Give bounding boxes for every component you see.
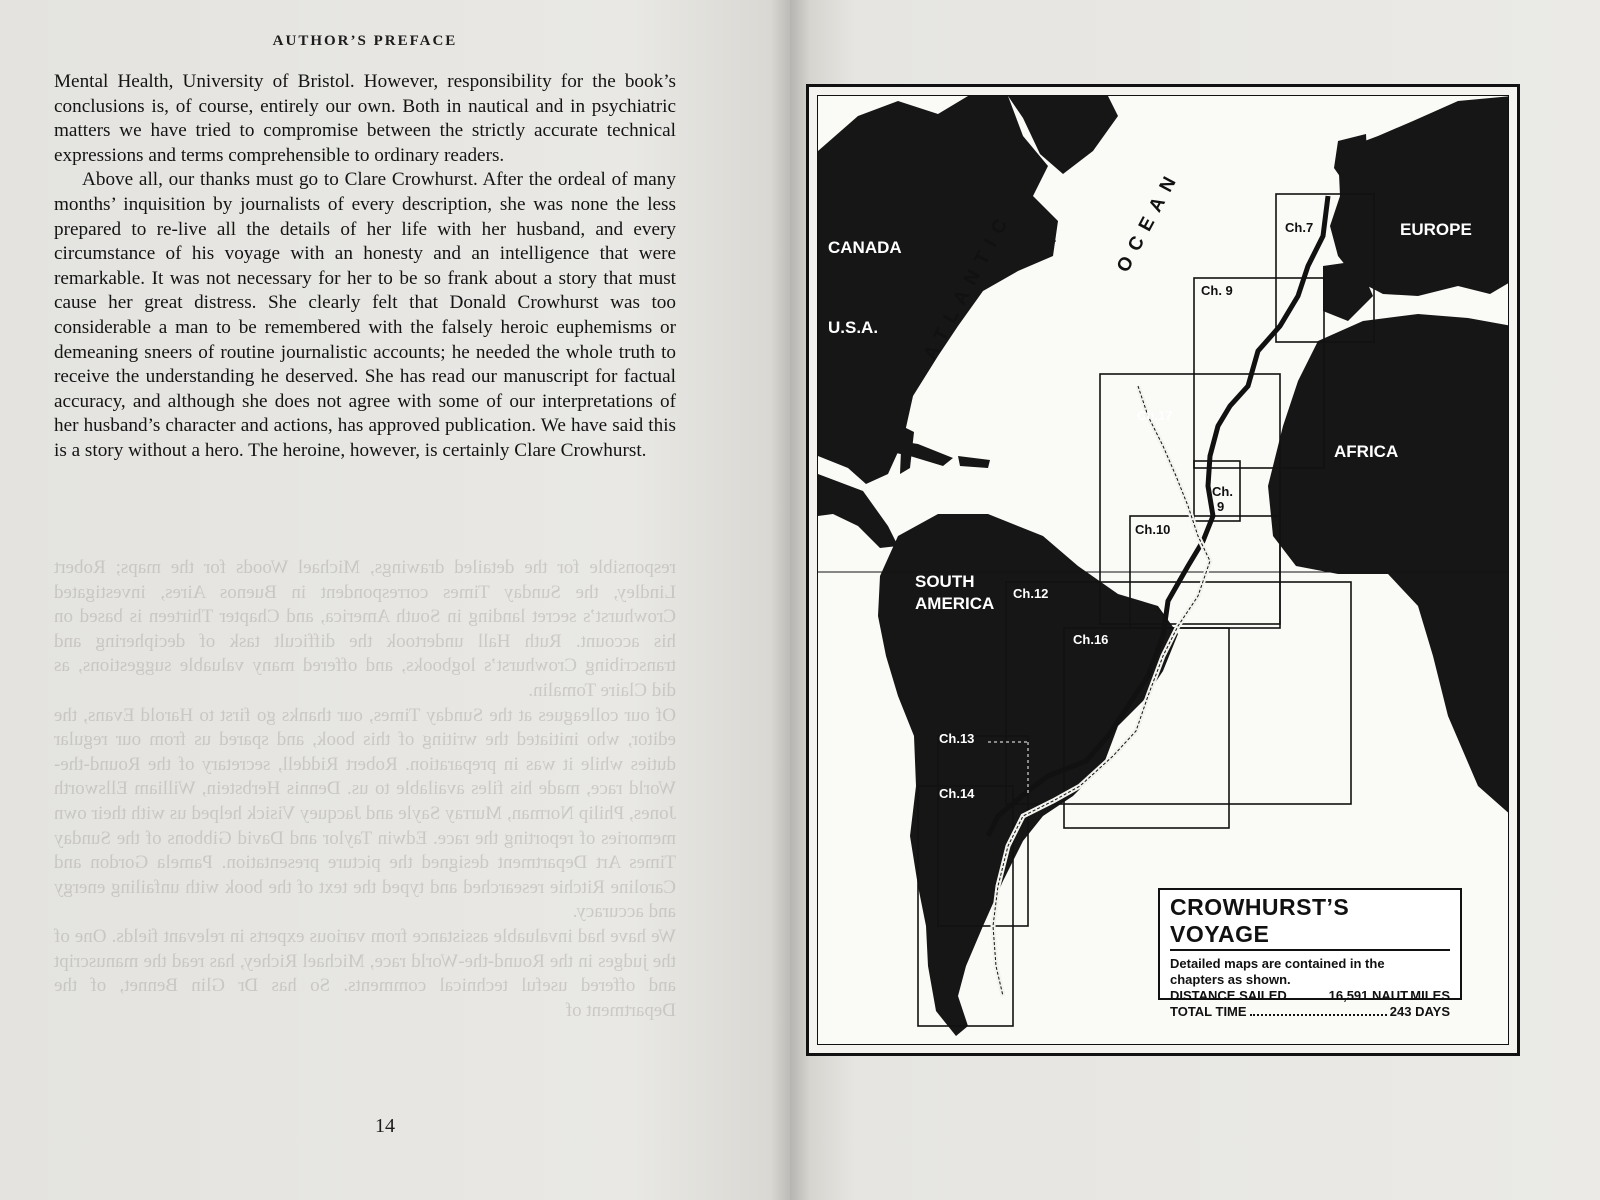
book-gutter	[770, 0, 810, 1200]
landmass-africa	[1268, 314, 1509, 816]
label-africa: AFRICA	[1334, 442, 1399, 461]
label-ch14: Ch.14	[939, 786, 975, 801]
landmass-hispaniola	[958, 456, 990, 468]
left-page	[0, 0, 790, 1200]
legend-time-row	[1170, 1004, 1450, 1020]
label-atlantic: ATLANTIC	[920, 207, 1017, 364]
label-canada: CANADA	[828, 238, 902, 257]
box-ch17	[1100, 374, 1280, 624]
legend-title: CROWHURST’S VOYAGE	[1170, 894, 1350, 947]
show-through-text	[54, 556, 676, 1023]
label-ch17: Ch.17	[1137, 408, 1173, 423]
label-ocean: OCEAN	[1113, 165, 1185, 276]
legend-rule	[1170, 949, 1450, 951]
label-usa: U.S.A.	[828, 318, 879, 337]
label-south-america-line1: SOUTH	[915, 572, 975, 591]
distance-label: DISTANCE SAILED	[1170, 988, 1287, 1003]
label-ch7: Ch.7	[1285, 220, 1314, 235]
label-ch9-small-line1: Ch.	[1212, 484, 1233, 499]
map-legend	[1158, 888, 1462, 1019]
show-through-paragraph: We have had invaluable assistance from various experts in relevant fields. One of the judges in the Round-the-World race, Michael Richey, has read the manuscript and offered useful technical comments. So has Dr Glin Bennet, of the Department of	[54, 925, 676, 1021]
time-value: 243 DAYS	[1389, 1004, 1450, 1019]
label-ch13: Ch.13	[939, 731, 975, 746]
label-europe: EUROPE	[1400, 220, 1472, 239]
distance-value: 16,591 NAUT.MILES	[1328, 988, 1450, 1003]
page-number: 14	[375, 1115, 395, 1137]
preface-paragraph: Mental Health, University of Bristol. However, responsibility for the book’s conclusions is, of course, entirely our own. Both in nautical and in psychiatric matters we have tried to compromise between the strictly accurate technical expressions and terms comprehensible to ordinary readers.	[54, 71, 676, 166]
dot-leader	[1250, 1004, 1387, 1016]
legend-distance-row	[1170, 988, 1450, 1004]
label-ch12: Ch.12	[1013, 586, 1049, 601]
legend-description-line1: Detailed maps are contained in the	[1170, 956, 1385, 971]
landmass-central-america	[818, 474, 898, 548]
show-through-paragraph: responsible for the detailed drawings, Michael Woods for the maps; Robert Lindley, the Sunday Times correspondent in Buenos Aires, investigated Crowhurst’s secret landing in South America, and Chapter Thirteen is based on his account. Ruth Hall undertook the difficult task of deciphering and transcribing Crowhurst’s logbooks, and offered many valuable suggestions, as did Claire Tomalin.	[54, 557, 676, 701]
label-ch9: Ch. 9	[1201, 283, 1233, 298]
show-through-paragraph: Of our colleagues at the Sunday Times, our thanks go first to Harold Evans, the editor, who initiated the writing of this book, and spared us from our regular duties while it was in preparation. Robert Riddell, secretary of the Round-the-World race, made his files available to us. Dennis Herbstein, William Ellsworth Jones, Philip Norman, Murray Sayle and Jacquey Visick helped us with their own memories of reporting the race. Edwin Taylor and David Gibbons of the Sunday Times Art Department designed the picture presentation. Pamela Gordon and Caroline Ritchie researched and typed the text of the book with unfailing energy and accuracy.	[54, 704, 676, 923]
preface-body	[54, 70, 676, 464]
label-ch9-small-line2: 9	[1217, 499, 1225, 514]
landmass-north-america	[818, 96, 1058, 484]
label-ch16: Ch.16	[1073, 632, 1109, 647]
dot-leader	[1290, 988, 1326, 1000]
label-south-america-line2: AMERICA	[915, 594, 995, 613]
preface-paragraph: Above all, our thanks must go to Clare Crowhurst. After the ordeal of many months’ inquisition by journalists of every description, she was none the less prepared to re-live all the details of her life with her husband, and every circumstance of his voyage with an honesty and an intelligence that were remarkable. It was not necessary for her to be so frank about a story that must cause her great distress. She clearly felt that Donald Crowhurst was too considerable a man to be remembered with the falsely heroic euphemisms or demeaning sneers of routine journalistic accounts; he needed the whole truth to receive the understanding he deserved. She has read our manuscript for factual accuracy, and although she does not agree with some of our interpretations of her husband’s character and actions, has approved publication. We have said this is a story without a hero. The heroine, however, is certainly Clare Crowhurst.	[54, 169, 676, 461]
label-ch10: Ch.10	[1135, 522, 1171, 537]
legend-description-line2: chapters as shown.	[1170, 972, 1291, 987]
time-label: TOTAL TIME	[1170, 1004, 1247, 1019]
running-head: AUTHOR’S PREFACE	[272, 33, 458, 49]
